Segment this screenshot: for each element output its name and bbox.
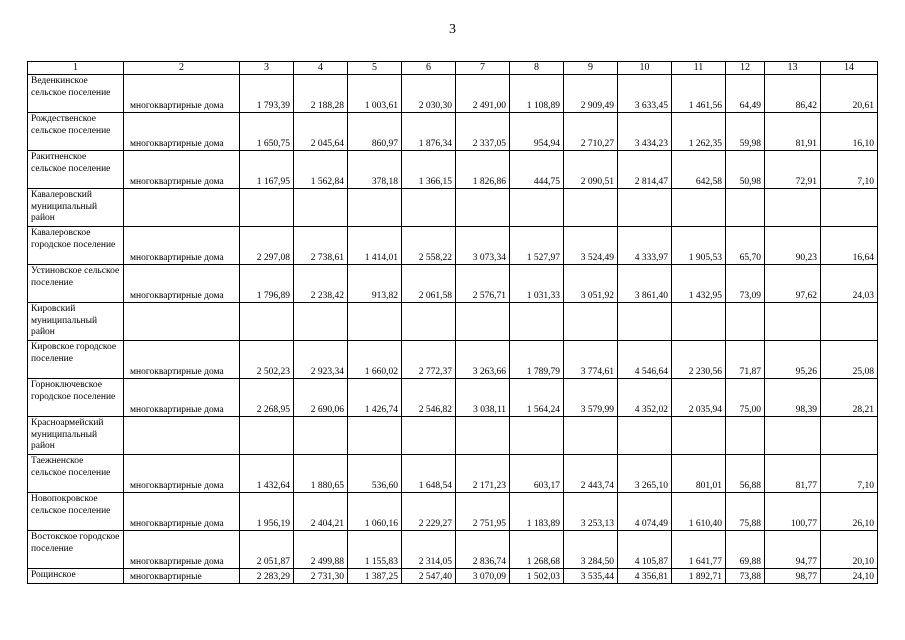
value-cell bbox=[510, 303, 564, 341]
value-cell: 2 751,95 bbox=[456, 493, 510, 531]
value-cell: 1 461,56 bbox=[672, 75, 726, 113]
table-row bbox=[28, 417, 878, 455]
tariff-table bbox=[27, 61, 878, 584]
value-cell: 860,97 bbox=[348, 113, 402, 151]
settlement-name: Кировское городское поселение bbox=[28, 341, 124, 379]
value-cell bbox=[348, 303, 402, 341]
value-cell: 1 003,61 bbox=[348, 75, 402, 113]
housing-type bbox=[124, 303, 240, 341]
value-cell: 2 690,06 bbox=[294, 379, 348, 417]
housing-type: многоквартирные дома bbox=[124, 493, 240, 531]
value-cell bbox=[402, 189, 456, 227]
housing-type: многоквартирные дома bbox=[124, 227, 240, 265]
value-cell: 1 432,64 bbox=[240, 455, 294, 493]
header-row bbox=[28, 62, 878, 75]
value-cell: 95,26 bbox=[765, 341, 821, 379]
value-cell: 24,10 bbox=[821, 569, 878, 584]
value-cell: 2 090,51 bbox=[564, 151, 618, 189]
value-cell: 1 060,16 bbox=[348, 493, 402, 531]
table-row bbox=[28, 379, 878, 417]
table-row bbox=[28, 455, 878, 493]
value-cell: 75,00 bbox=[726, 379, 765, 417]
value-cell: 1 366,15 bbox=[402, 151, 456, 189]
housing-type: многоквартирные дома bbox=[124, 341, 240, 379]
value-cell: 2 230,56 bbox=[672, 341, 726, 379]
settlement-name: Кавалеровское городское поселение bbox=[28, 227, 124, 265]
table-row bbox=[28, 303, 878, 341]
value-cell: 1 426,74 bbox=[348, 379, 402, 417]
value-cell: 2 171,23 bbox=[456, 455, 510, 493]
value-cell: 26,10 bbox=[821, 493, 878, 531]
value-cell: 1 641,77 bbox=[672, 531, 726, 569]
value-cell: 603,17 bbox=[510, 455, 564, 493]
value-cell: 4 356,81 bbox=[618, 569, 672, 584]
value-cell bbox=[821, 189, 878, 227]
table-row bbox=[28, 227, 878, 265]
value-cell: 2 923,34 bbox=[294, 341, 348, 379]
column-header: 10 bbox=[618, 62, 672, 75]
value-cell: 7,10 bbox=[821, 455, 878, 493]
value-cell: 2 710,27 bbox=[564, 113, 618, 151]
settlement-name: Ракитненское сельское поселение bbox=[28, 151, 124, 189]
settlement-name: Веденкинское сельское поселение bbox=[28, 75, 124, 113]
value-cell: 3 861,40 bbox=[618, 265, 672, 303]
value-cell bbox=[402, 303, 456, 341]
value-cell: 100,77 bbox=[765, 493, 821, 531]
value-cell: 3 434,23 bbox=[618, 113, 672, 151]
value-cell: 2 499,88 bbox=[294, 531, 348, 569]
value-cell: 1 155,83 bbox=[348, 531, 402, 569]
value-cell bbox=[618, 303, 672, 341]
value-cell: 2 558,22 bbox=[402, 227, 456, 265]
value-cell: 65,70 bbox=[726, 227, 765, 265]
value-cell bbox=[510, 189, 564, 227]
value-cell: 1 262,35 bbox=[672, 113, 726, 151]
value-cell: 1 610,40 bbox=[672, 493, 726, 531]
value-cell: 3 265,10 bbox=[618, 455, 672, 493]
value-cell: 1 648,54 bbox=[402, 455, 456, 493]
value-cell bbox=[240, 189, 294, 227]
settlement-name: Кировский муниципальный район bbox=[28, 303, 124, 341]
housing-type bbox=[124, 417, 240, 455]
value-cell: 4 074,49 bbox=[618, 493, 672, 531]
value-cell: 25,08 bbox=[821, 341, 878, 379]
value-cell: 2 546,82 bbox=[402, 379, 456, 417]
value-cell bbox=[672, 189, 726, 227]
value-cell bbox=[510, 417, 564, 455]
housing-type: многоквартирные дома bbox=[124, 151, 240, 189]
value-cell bbox=[294, 303, 348, 341]
column-header: 7 bbox=[456, 62, 510, 75]
settlement-name: Рождественское сельское поселение bbox=[28, 113, 124, 151]
column-header: 5 bbox=[348, 62, 402, 75]
value-cell: 3 070,09 bbox=[456, 569, 510, 584]
value-cell: 3 284,50 bbox=[564, 531, 618, 569]
value-cell: 1 387,25 bbox=[348, 569, 402, 584]
value-cell: 2 061,58 bbox=[402, 265, 456, 303]
value-cell: 20,10 bbox=[821, 531, 878, 569]
value-cell bbox=[402, 417, 456, 455]
value-cell: 1 167,95 bbox=[240, 151, 294, 189]
value-cell: 2 297,08 bbox=[240, 227, 294, 265]
value-cell: 2 443,74 bbox=[564, 455, 618, 493]
housing-type: многоквартирные дома bbox=[124, 113, 240, 151]
value-cell: 1 183,89 bbox=[510, 493, 564, 531]
value-cell: 1 650,75 bbox=[240, 113, 294, 151]
value-cell: 98,77 bbox=[765, 569, 821, 584]
value-cell: 3 038,11 bbox=[456, 379, 510, 417]
table-row bbox=[28, 189, 878, 227]
value-cell: 4 333,97 bbox=[618, 227, 672, 265]
value-cell: 71,87 bbox=[726, 341, 765, 379]
value-cell: 64,49 bbox=[726, 75, 765, 113]
housing-type: многоквартирные дома bbox=[124, 455, 240, 493]
value-cell: 3 633,45 bbox=[618, 75, 672, 113]
value-cell: 1 880,65 bbox=[294, 455, 348, 493]
value-cell bbox=[564, 303, 618, 341]
settlement-name: Рощинское bbox=[28, 569, 124, 584]
value-cell: 2 229,27 bbox=[402, 493, 456, 531]
value-cell: 3 579,99 bbox=[564, 379, 618, 417]
value-cell bbox=[456, 417, 510, 455]
housing-type: многоквартирные дома bbox=[124, 531, 240, 569]
value-cell bbox=[672, 303, 726, 341]
value-cell bbox=[564, 189, 618, 227]
value-cell: 1 562,84 bbox=[294, 151, 348, 189]
housing-type bbox=[124, 189, 240, 227]
value-cell: 94,77 bbox=[765, 531, 821, 569]
value-cell: 1 789,79 bbox=[510, 341, 564, 379]
value-cell: 59,98 bbox=[726, 113, 765, 151]
settlement-name: Новопокровское сельское поселение bbox=[28, 493, 124, 531]
value-cell: 3 524,49 bbox=[564, 227, 618, 265]
housing-type: многоквартирные дома bbox=[124, 379, 240, 417]
housing-type: многоквартирные дома bbox=[124, 265, 240, 303]
value-cell bbox=[618, 189, 672, 227]
value-cell: 2 051,87 bbox=[240, 531, 294, 569]
value-cell: 444,75 bbox=[510, 151, 564, 189]
value-cell: 1 876,34 bbox=[402, 113, 456, 151]
table-row bbox=[28, 493, 878, 531]
table-row bbox=[28, 113, 878, 151]
value-cell: 801,01 bbox=[672, 455, 726, 493]
value-cell: 2 738,61 bbox=[294, 227, 348, 265]
value-cell bbox=[765, 417, 821, 455]
value-cell: 97,62 bbox=[765, 265, 821, 303]
value-cell bbox=[294, 189, 348, 227]
value-cell: 24,03 bbox=[821, 265, 878, 303]
value-cell: 1 660,02 bbox=[348, 341, 402, 379]
value-cell bbox=[726, 303, 765, 341]
value-cell: 2 772,37 bbox=[402, 341, 456, 379]
value-cell: 16,10 bbox=[821, 113, 878, 151]
value-cell: 28,21 bbox=[821, 379, 878, 417]
value-cell: 3 263,66 bbox=[456, 341, 510, 379]
column-header: 6 bbox=[402, 62, 456, 75]
settlement-name: Востокское городское поселение bbox=[28, 531, 124, 569]
value-cell: 2 283,29 bbox=[240, 569, 294, 584]
value-cell bbox=[348, 417, 402, 455]
value-cell: 20,61 bbox=[821, 75, 878, 113]
settlement-name: Горноключевское городское поселение bbox=[28, 379, 124, 417]
column-header: 11 bbox=[672, 62, 726, 75]
value-cell: 1 031,33 bbox=[510, 265, 564, 303]
value-cell bbox=[765, 303, 821, 341]
value-cell: 4 546,64 bbox=[618, 341, 672, 379]
value-cell: 2 547,40 bbox=[402, 569, 456, 584]
value-cell: 72,91 bbox=[765, 151, 821, 189]
value-cell: 69,88 bbox=[726, 531, 765, 569]
column-header: 2 bbox=[124, 62, 240, 75]
value-cell: 16,64 bbox=[821, 227, 878, 265]
value-cell: 4 352,02 bbox=[618, 379, 672, 417]
value-cell bbox=[765, 189, 821, 227]
column-header: 4 bbox=[294, 62, 348, 75]
value-cell: 1 108,89 bbox=[510, 75, 564, 113]
value-cell: 1 432,95 bbox=[672, 265, 726, 303]
value-cell bbox=[564, 417, 618, 455]
value-cell: 1 796,89 bbox=[240, 265, 294, 303]
column-header: 14 bbox=[821, 62, 878, 75]
value-cell: 81,91 bbox=[765, 113, 821, 151]
column-header: 1 bbox=[28, 62, 124, 75]
value-cell: 913,82 bbox=[348, 265, 402, 303]
column-header: 3 bbox=[240, 62, 294, 75]
value-cell: 1 502,03 bbox=[510, 569, 564, 584]
value-cell: 75,88 bbox=[726, 493, 765, 531]
value-cell: 642,58 bbox=[672, 151, 726, 189]
value-cell bbox=[348, 189, 402, 227]
table-row bbox=[28, 569, 878, 584]
value-cell: 1 956,19 bbox=[240, 493, 294, 531]
value-cell bbox=[456, 189, 510, 227]
value-cell: 2 337,05 bbox=[456, 113, 510, 151]
value-cell: 7,10 bbox=[821, 151, 878, 189]
value-cell: 98,39 bbox=[765, 379, 821, 417]
table-row bbox=[28, 341, 878, 379]
page-number: 3 bbox=[449, 22, 456, 37]
table-row bbox=[28, 265, 878, 303]
value-cell: 1 793,39 bbox=[240, 75, 294, 113]
value-cell: 2 576,71 bbox=[456, 265, 510, 303]
value-cell: 4 105,87 bbox=[618, 531, 672, 569]
value-cell: 56,88 bbox=[726, 455, 765, 493]
value-cell: 50,98 bbox=[726, 151, 765, 189]
value-cell: 2 836,74 bbox=[456, 531, 510, 569]
column-header: 8 bbox=[510, 62, 564, 75]
value-cell bbox=[240, 417, 294, 455]
housing-type: многоквартирные дома bbox=[124, 75, 240, 113]
value-cell: 2 909,49 bbox=[564, 75, 618, 113]
value-cell: 2 030,30 bbox=[402, 75, 456, 113]
table-row bbox=[28, 531, 878, 569]
column-header: 12 bbox=[726, 62, 765, 75]
value-cell: 1 414,01 bbox=[348, 227, 402, 265]
value-cell: 378,18 bbox=[348, 151, 402, 189]
value-cell bbox=[821, 417, 878, 455]
value-cell: 1 826,86 bbox=[456, 151, 510, 189]
value-cell: 1 527,97 bbox=[510, 227, 564, 265]
value-cell: 86,42 bbox=[765, 75, 821, 113]
value-cell: 2 814,47 bbox=[618, 151, 672, 189]
value-cell bbox=[456, 303, 510, 341]
value-cell: 2 491,00 bbox=[456, 75, 510, 113]
value-cell bbox=[240, 303, 294, 341]
value-cell: 3 535,44 bbox=[564, 569, 618, 584]
column-header: 9 bbox=[564, 62, 618, 75]
value-cell: 2 404,21 bbox=[294, 493, 348, 531]
value-cell: 3 073,34 bbox=[456, 227, 510, 265]
value-cell: 1 905,53 bbox=[672, 227, 726, 265]
value-cell: 3 253,13 bbox=[564, 493, 618, 531]
value-cell: 2 188,28 bbox=[294, 75, 348, 113]
value-cell bbox=[618, 417, 672, 455]
value-cell bbox=[726, 189, 765, 227]
value-cell: 2 035,94 bbox=[672, 379, 726, 417]
value-cell: 2 238,42 bbox=[294, 265, 348, 303]
value-cell bbox=[726, 417, 765, 455]
value-cell: 2 731,30 bbox=[294, 569, 348, 584]
value-cell: 1 268,68 bbox=[510, 531, 564, 569]
value-cell bbox=[294, 417, 348, 455]
value-cell bbox=[672, 417, 726, 455]
value-cell: 1 892,71 bbox=[672, 569, 726, 584]
housing-type: многоквартирные bbox=[124, 569, 240, 584]
value-cell bbox=[821, 303, 878, 341]
value-cell: 1 564,24 bbox=[510, 379, 564, 417]
value-cell: 954,94 bbox=[510, 113, 564, 151]
value-cell: 2 268,95 bbox=[240, 379, 294, 417]
value-cell: 73,09 bbox=[726, 265, 765, 303]
table-row bbox=[28, 75, 878, 113]
column-header: 13 bbox=[765, 62, 821, 75]
value-cell: 2 314,05 bbox=[402, 531, 456, 569]
table-row bbox=[28, 151, 878, 189]
settlement-name: Красноармейский муниципальный район bbox=[28, 417, 124, 455]
value-cell: 3 051,92 bbox=[564, 265, 618, 303]
value-cell: 81,77 bbox=[765, 455, 821, 493]
value-cell: 73,88 bbox=[726, 569, 765, 584]
value-cell: 2 502,23 bbox=[240, 341, 294, 379]
value-cell: 3 774,61 bbox=[564, 341, 618, 379]
value-cell: 536,60 bbox=[348, 455, 402, 493]
settlement-name: Кавалеровский муниципальный район bbox=[28, 189, 124, 227]
settlement-name: Устиновское сельское поселение bbox=[28, 265, 124, 303]
value-cell: 90,23 bbox=[765, 227, 821, 265]
value-cell: 2 045,64 bbox=[294, 113, 348, 151]
settlement-name: Таежненское сельское поселение bbox=[28, 455, 124, 493]
